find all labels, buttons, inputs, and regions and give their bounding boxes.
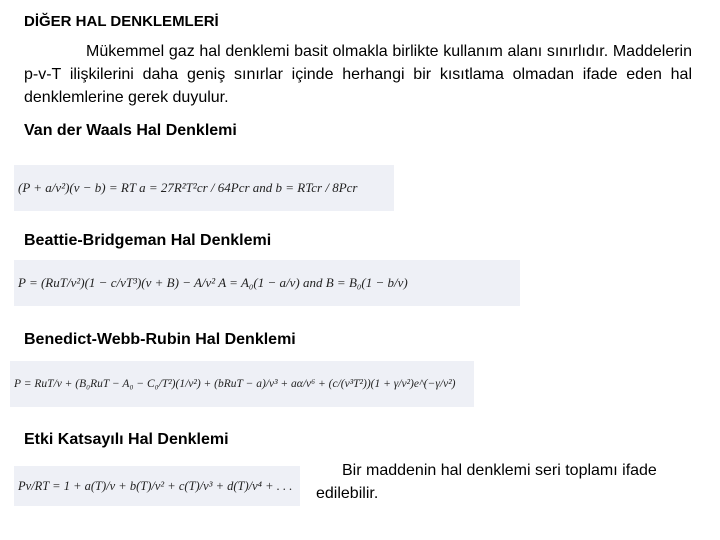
equation-van-der-waals: (P + a/v²)(v − b) = RT a = 27R²T²cr / 64Pcr and b = RTcr / 8Pcr — [14, 165, 394, 211]
page-title: DİĞER HAL DENKLEMLERİ — [24, 13, 219, 30]
equation-beattie-bridgeman: P = (RuT/v²)(1 − c/vT³)(v + B) − A/v² A = A₀(1 − a/v) and B = B₀(1 − b/v) — [14, 260, 520, 306]
heading-benedict-webb-rubin: Benedict-Webb-Rubin Hal Denklemi — [24, 331, 296, 348]
intro-text: Mükemmel gaz hal denklemi basit olmakla birlikte kullanım alanı sınırlıdır. Maddelerin p-v-T ilişkilerini daha geniş sınırlar içinde herhangi bir kısıtlama olmadan ifade eden hal denklemlerine gerek duyulur. — [24, 43, 692, 106]
heading-van-der-waals: Van der Waals Hal Denklemi — [24, 122, 237, 139]
equation-virial: Pv/RT = 1 + a(T)/v + b(T)/v² + c(T)/v³ + d(T)/v⁴ + . . . — [14, 466, 300, 506]
virial-note — [316, 459, 708, 505]
equation-benedict-webb-rubin: P = RuT/v + (B₀RuT − A₀ − C₀/T²)(1/v²) + (bRuT − a)/v³ + aα/v⁶ + (c/(v³T²))(1 + γ/v²)e^(−γ/v²) — [10, 361, 474, 407]
virial-note-text: Bir maddenin hal denklemi seri toplamı ifade edilebilir. — [316, 462, 657, 502]
intro-paragraph — [24, 40, 692, 109]
heading-virial: Etki Katsayılı Hal Denklemi — [24, 431, 229, 448]
heading-beattie-bridgeman: Beattie-Bridgeman Hal Denklemi — [24, 232, 272, 249]
